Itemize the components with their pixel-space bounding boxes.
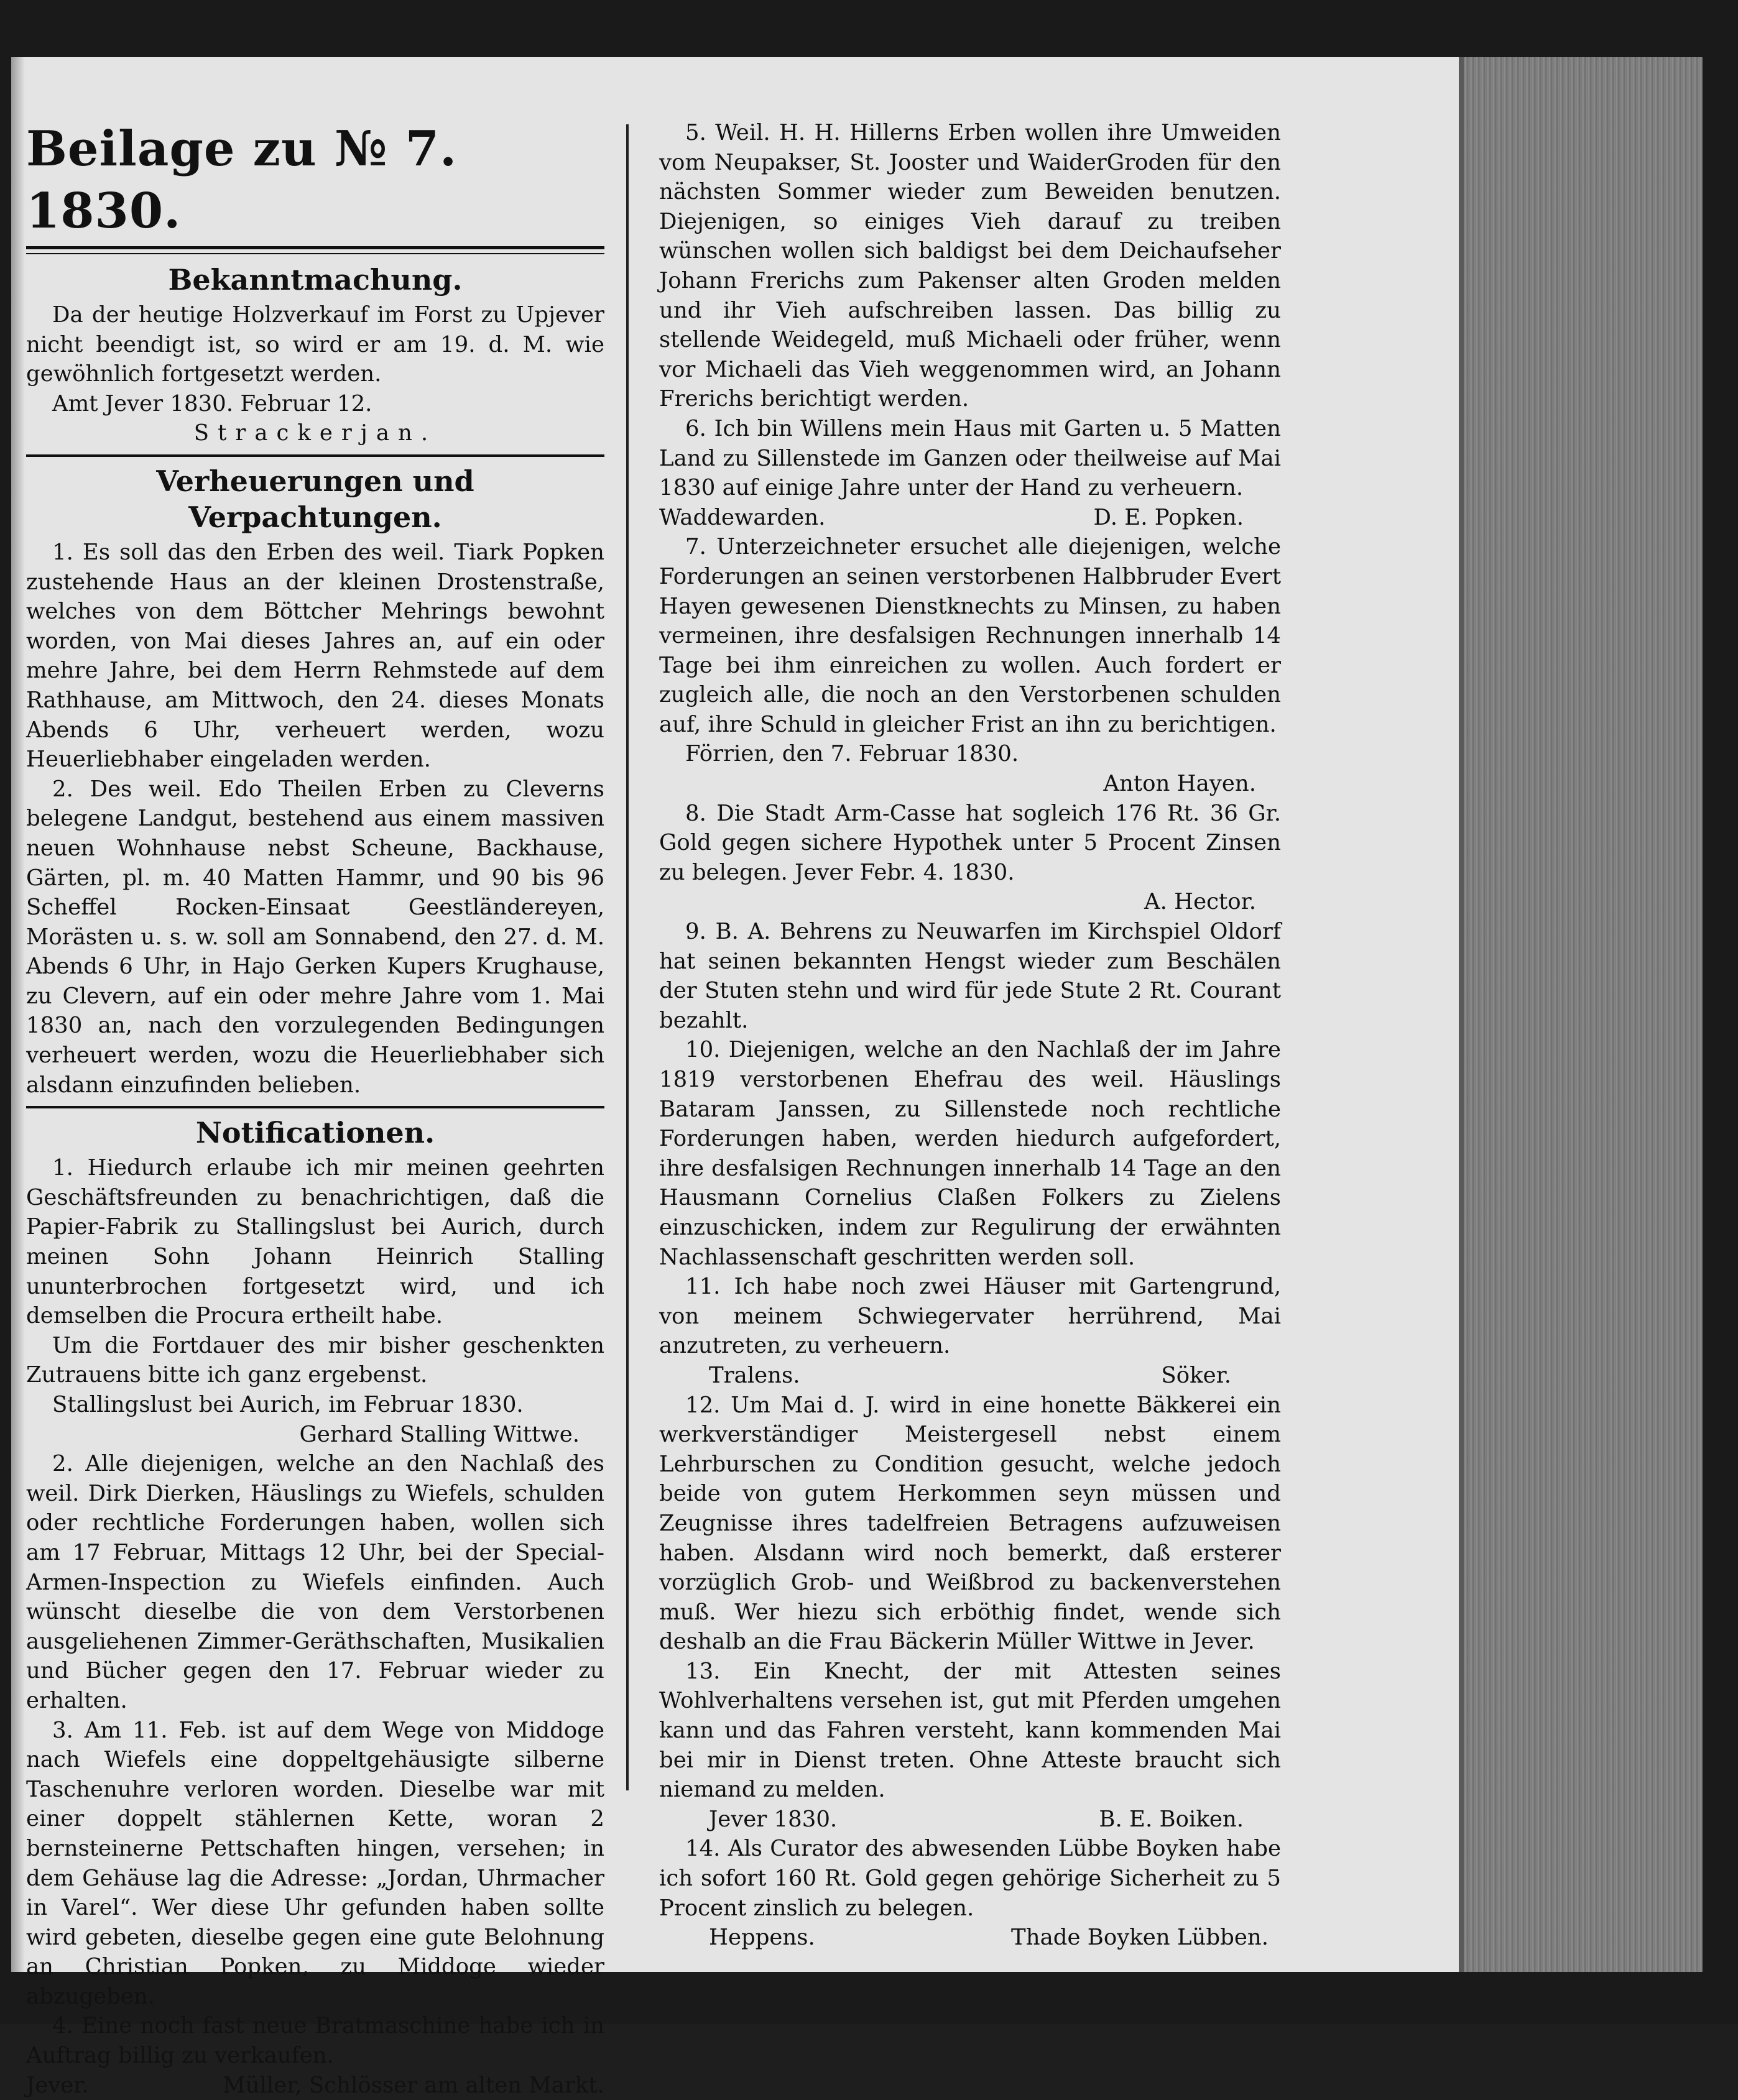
section-bekanntmachung: [26, 262, 604, 448]
notice-signature-row: [659, 503, 1281, 533]
book-page-edges: [1459, 57, 1703, 1972]
section-heading: Notificationen.: [195, 1116, 435, 1150]
notice-place-date: Stallingslust bei Aurich, im Februar 1830.: [52, 1392, 524, 1417]
notice-item: 2. Alle diejenigen, welche an den Nachlaß des weil. Dirk Dierken, Häuslings zu Wiefels, schulden oder rechtliche Forderungen haben, wollen sich am 17 Februar, Mittags 12 Uhr, bei der Special-Armen-Inspection zu Wiefels einfinden. Auch wünscht dieselbe die von dem Verstorbenen ausgeliehenen Zimmer-Geräthschaften, Musikalien und Bücher gegen den 17. Februar wieder zu erhalten.: [26, 1451, 604, 1713]
notice-signature-row: [659, 1805, 1281, 1835]
notice-item: 13. Ein Knecht, der mit Attesten seines Wohlverhaltens versehen ist, gut mit Pferden umgehen kann und das Fahren versteht, kann kommenden Mai bei mir in Dienst treten. Ohne Atteste braucht sich niemand zu melden.: [659, 1658, 1281, 1803]
notice-text: Da der heutige Holzverkauf im Forst zu Upjever nicht beendigt ist, so wird er am 19. d. M. wie gewöhnlich fortgesetzt werden.: [26, 302, 604, 387]
notice-signature-row: [26, 2071, 604, 2100]
notice-signature: Strackerjan.: [193, 420, 437, 446]
masthead-rule: [26, 246, 604, 254]
masthead: Beilage zu № 7. 1830.: [26, 121, 458, 239]
notice-place-date: Amt Jever 1830. Februar 12.: [52, 390, 372, 417]
notice-item: 1. Es soll das den Erben des weil. Tiark Popken zustehende Haus an der kleinen Drostenstraße, welches von dem Böttcher Mehrings bewohnt worden, von Mai dieses Jahres an, auf ein oder mehre Jahre, bei dem Herrn Rehmstede auf dem Rathhause, am Mittwoch, den 24. dieses Monats Abends 6 Uhr, verheuert werden, wozu Heuerliebhaber eingeladen werden.: [26, 539, 604, 773]
notice-place: Waddewarden.: [659, 504, 826, 530]
section-rule: [26, 454, 604, 457]
notice-item: 10. Diejenigen, welche an den Nachlaß der im Jahre 1819 verstorbenen Ehefrau des weil. Häuslings Bataram Janssen, zu Sillenstede noch rechtliche Forderungen haben, werden hiedurch aufgefordert, ihre desfalsigen Rechnungen innerhalb 14 Tage an den Hausmann Cornelius Claßen Folkers zu Zielens einzuschicken, indem zur Regulirung der erwähnten Nachlassenschaft geschritten werden soll.: [659, 1037, 1281, 1270]
notice-signature: Thade Boyken Lübben.: [1011, 1925, 1269, 1951]
notice-item: 6. Ich bin Willens mein Haus mit Garten u. 5 Matten Land zu Sillenstede im Ganzen oder theilweise auf Mai 1830 auf einige Jahre unter der Hand zu verheuern.: [659, 415, 1281, 501]
notice-item: 4. Eine noch fast neue Bratmaschine habe ich in Auftrag billig zu verkaufen.: [26, 2013, 604, 2069]
notice-signature: Söker.: [1161, 1362, 1231, 1388]
section-rule: [26, 1106, 604, 1108]
notice-signature: Gerhard Stalling Wittwe.: [299, 1421, 580, 1447]
section-heading: Verheuerungen und Verpachtungen.: [156, 464, 474, 534]
notice-place: Jever 1830.: [709, 1806, 838, 1832]
notice-text: Um die Fortdauer des mir bisher geschenkten Zutrauens bitte ich ganz ergebenst.: [26, 1332, 604, 1388]
column-divider: [626, 124, 629, 1790]
section-verheuerungen: [26, 463, 604, 1100]
notice-item: 12. Um Mai d. J. wird in eine honette Bäkkerei ein werkverständiger Meistergesell nebst einem Lehrburschen zu Condition gesucht, welche jedoch beide von gutem Herkommen seyn müssen und Zeugnisse ihres tadelfreien Betragens aufzuweisen haben. Alsdann wird noch bemerkt, daß ersterer vorzüglich Grob- und Weißbrod zu backenverstehen muß. Wer hiezu sich erböthig findet, wende sich deshalb an die Frau Bäckerin Müller Wittwe in Jever.: [659, 1392, 1281, 1655]
notice-signature-row: [659, 1361, 1281, 1391]
notice-signature: Müller, Schlösser am alten Markt.: [223, 2072, 604, 2098]
notice-signature-row: [659, 1923, 1281, 1953]
notice-item: 8. Die Stadt Arm-Casse hat sogleich 176 Rt. 36 Gr. Gold gegen sichere Hypothek unter 5 Procent Zinsen zu belegen. Jever Febr. 4. 1830.: [659, 800, 1281, 885]
notice-signature: D. E. Popken.: [1093, 504, 1244, 530]
notice-item: 1. Hiedurch erlaube ich mir meinen geehrten Geschäftsfreunden zu benachrichtigen, daß die Papier-Fabrik zu Stallingslust bei Aurich, durch meinen Sohn Johann Heinrich Stalling ununterbrochen fortgesetzt wird, und ich demselben die Procura ertheilt habe.: [26, 1155, 604, 1329]
notice-item: 3. Am 11. Feb. ist auf dem Wege von Middoge nach Wiefels eine doppeltgehäusigte silberne Taschenuhre verloren worden. Dieselbe war mit einer doppelt stählernen Kette, woran 2 bernsteinerne Pettschaften hingen, versehen; in dem Gehäuse lag die Adresse: „Jordan, Uhrmacher in Varel“. Wer diese Uhr gefunden haben sollte wird gebeten, dieselbe gegen eine gute Belohnung an Christian Popken, zu Middoge wieder abzugeben.: [26, 1717, 604, 2009]
notice-item: 9. B. A. Behrens zu Neuwarfen im Kirchspiel Oldorf hat seinen bekannten Hengst wieder zum Beschälen der Stuten stehn und wird für jede Stute 2 Rt. Courant bezahlt.: [659, 919, 1281, 1033]
notice-signature: B. E. Boiken.: [1099, 1806, 1244, 1832]
notice-signature: Anton Hayen.: [1103, 771, 1256, 797]
notice-place: Tralens.: [709, 1362, 800, 1388]
notice-place: Heppens.: [709, 1925, 815, 1951]
notice-item: 11. Ich habe noch zwei Häuser mit Gartengrund, von meinem Schwiegervater herrührend, Mai anzutreten, zu verheuern.: [659, 1274, 1281, 1359]
notice-place-date: Förrien, den 7. Februar 1830.: [685, 741, 1019, 767]
notice-signature: A. Hector.: [1144, 889, 1256, 915]
notice-item: 7. Unterzeichneter ersuchet alle diejenigen, welche Forderungen an seinen verstorbenen Halbbruder Evert Hayen gewesenen Dienstknechts zu Minsen, zu haben vermeinen, ihre desfalsigen Rechnungen innerhalb 14 Tage bei ihm einreichen zu wollen. Auch fordert er zugleich alle, die noch an den Verstorbenen schulden auf, ihre Schuld in gleicher Frist an ihn zu berichtigen.: [659, 534, 1281, 737]
page-gutter-shadow: [11, 57, 25, 1972]
notice-item: 14. Als Curator des abwesenden Lübbe Boyken habe ich sofort 160 Rt. Gold gegen gehörige Sicherheit zu 5 Procent zinslich zu belegen.: [659, 1836, 1281, 1921]
left-column: [26, 118, 604, 2100]
notice-place: Jever.: [26, 2072, 89, 2098]
section-heading: Bekanntmachung.: [168, 263, 463, 297]
section-notificationen: [26, 1115, 604, 2100]
right-column: [659, 118, 1281, 1953]
notice-item: 5. Weil. H. H. Hillerns Erben wollen ihre Umweiden vom Neupakser, St. Jooster und WaiderGroden für den nächsten Sommer wieder zum Beweiden benutzen. Diejenigen, so einiges Vieh darauf zu treiben wünschen wollen sich baldigst bei dem Deichaufseher Johann Frerichs zum Pakenser alten Groden melden und ihr Vieh aufschreiben lassen. Das billig zu stellende Weidegeld, muß Michaeli oder früher, wenn vor Michaeli das Vieh weggenommen wird, an Johann Frerichs berichtigt werden.: [659, 120, 1281, 412]
notice-item: 2. Des weil. Edo Theilen Erben zu Cleverns belegene Landgut, bestehend aus einem massiven neuen Wohnhause nebst Scheune, Backhause, Gärten, pl. m. 40 Matten Hammr, und 90 bis 96 Scheffel Rocken-Einsaat Geestländereyen, Morästen u. s. w. soll am Sonnabend, den 27. d. M. Abends 6 Uhr, in Hajo Gerken Kupers Krughause, zu Clevern, auf ein oder mehre Jahre vom 1. Mai 1830 an, nach den vorzulegenden Bedingungen verheuert werden, wozu die Heuerliebhaber sich alsdann einzufinden belieben.: [26, 776, 604, 1098]
